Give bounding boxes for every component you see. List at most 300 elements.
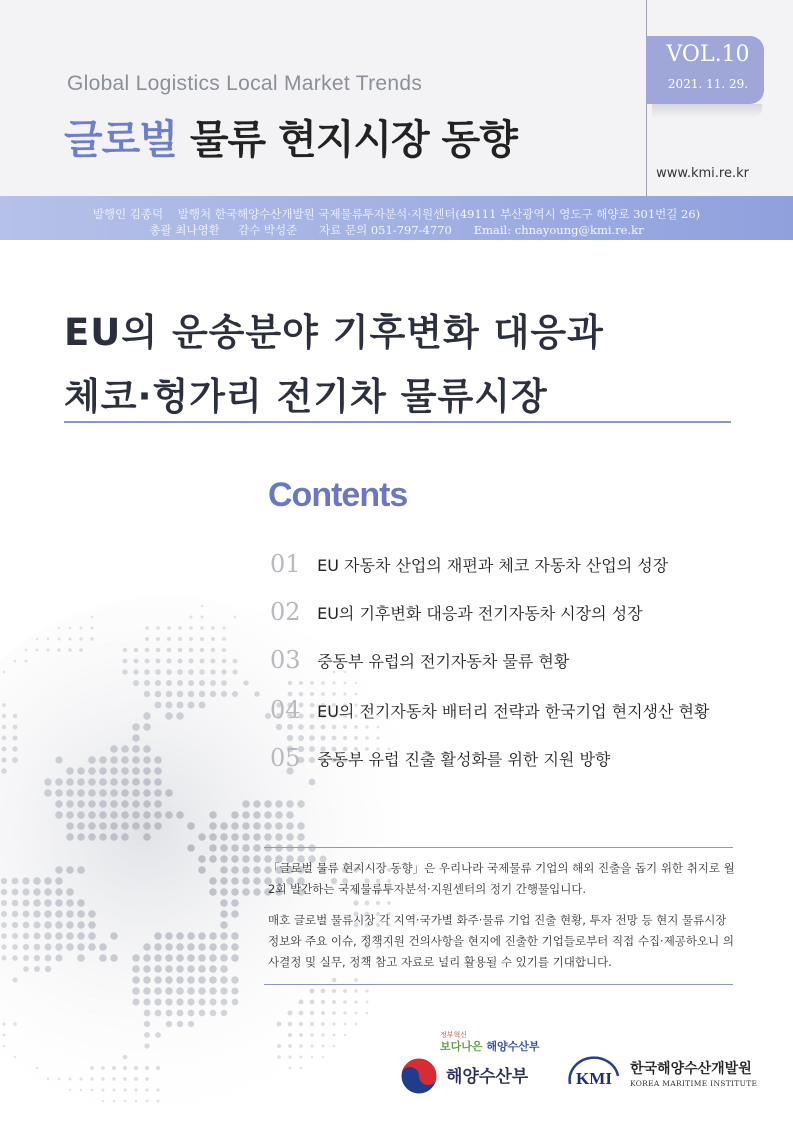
globe-dot <box>221 1010 227 1016</box>
globe-dot <box>176 976 184 984</box>
toc-item[interactable] <box>270 696 709 732</box>
globe-dot <box>165 998 172 1005</box>
globe-dot <box>344 1034 347 1037</box>
globe-dot <box>187 844 195 852</box>
globe-dot <box>188 680 194 686</box>
globe-dot <box>310 1022 314 1026</box>
globe-dot <box>156 1088 159 1091</box>
toc-text: EU의 기후변화 대응과 전기자동차 시장의 성장 <box>317 603 643 623</box>
globe-dot <box>145 626 149 630</box>
globe-dot <box>99 789 107 797</box>
globe-dot <box>134 1077 138 1081</box>
globe-dot <box>188 658 193 663</box>
toc-item[interactable] <box>270 550 668 586</box>
globe-dot <box>198 954 206 962</box>
globe-dot <box>209 987 216 994</box>
globe-dot <box>77 954 85 962</box>
note-top-rule <box>264 847 733 848</box>
globe-dot <box>176 965 184 973</box>
globe-dot <box>44 910 52 918</box>
globe-dot <box>77 921 85 929</box>
globe-dot <box>286 822 294 830</box>
globe-dot <box>110 756 118 764</box>
globe-dot <box>264 844 272 852</box>
publication-title <box>64 108 517 165</box>
globe-dot <box>309 988 314 993</box>
globe-dot <box>13 725 18 730</box>
globe-dot <box>177 1010 184 1017</box>
kmi-logo-icon <box>564 1054 624 1098</box>
globe-dot <box>286 811 294 819</box>
globe-dot <box>66 932 74 940</box>
globe-dot <box>154 976 162 984</box>
globe-dot <box>23 911 30 918</box>
globe-dot <box>198 998 205 1005</box>
globe-dot <box>143 998 150 1005</box>
globe-dot <box>156 648 161 653</box>
globe-dot <box>332 1022 335 1025</box>
globe-dot <box>231 910 239 918</box>
globe-dot <box>145 1088 148 1091</box>
globe-dot <box>154 932 162 940</box>
globe-dot <box>123 1088 126 1091</box>
globe-dot <box>176 712 184 720</box>
globe-dot <box>110 811 118 819</box>
globe-dot <box>220 965 228 973</box>
globe-dot <box>209 833 217 841</box>
globe-dot <box>166 658 171 663</box>
globe-dot <box>254 691 260 697</box>
globe-dot <box>91 616 94 619</box>
globe-dot <box>154 987 162 995</box>
globe-dot <box>123 659 128 664</box>
globe-dot <box>143 756 151 764</box>
globe-dot <box>36 649 39 652</box>
globe-dot <box>209 888 217 896</box>
globe-dot <box>12 878 19 885</box>
globe-dot <box>220 888 228 896</box>
globe-dot <box>88 756 96 764</box>
website-link[interactable]: www.kmi.re.kr <box>656 166 749 181</box>
publication-title-part1: 글로벌 <box>64 117 177 163</box>
globe-dot <box>34 966 40 972</box>
volume-number: VOL.10 <box>666 42 750 67</box>
globe-dot <box>210 680 216 686</box>
globe-dot <box>365 736 369 740</box>
globe-dot <box>154 822 162 830</box>
globe-dot <box>187 965 195 973</box>
globe-dot <box>154 954 162 962</box>
globe-dot <box>232 669 237 674</box>
toc-number: 03 <box>270 646 301 674</box>
globe-dot <box>321 1000 325 1004</box>
globe-dot <box>209 932 217 940</box>
globe-dot <box>209 877 217 885</box>
globe-dot <box>387 901 391 905</box>
globe-dot <box>297 822 305 830</box>
globe-dot <box>99 833 107 841</box>
globe-dot <box>310 1033 314 1037</box>
globe-dot <box>55 932 63 940</box>
toc-text: EU 자동차 산업의 재편과 체코 자동차 산업의 성장 <box>317 555 669 575</box>
globe-dot <box>143 943 151 951</box>
globe-dot <box>343 1000 347 1004</box>
toc-item[interactable] <box>270 598 643 634</box>
globe-dot <box>66 899 74 907</box>
globe-dot <box>231 833 239 841</box>
globe-dot <box>298 999 303 1004</box>
globe-dot <box>77 833 85 841</box>
globe-dot <box>242 800 250 808</box>
globe-dot <box>132 734 140 742</box>
globe-dot <box>77 822 85 830</box>
globe-dot <box>166 1021 172 1027</box>
globe-dot <box>66 866 74 874</box>
globe-dot <box>144 691 151 698</box>
globe-dot <box>231 899 239 907</box>
globe-dot <box>2 703 6 707</box>
globe-dot <box>209 844 217 852</box>
globe-dot <box>288 1011 293 1016</box>
globe-dot <box>14 1056 16 1058</box>
globe-dot <box>231 866 239 874</box>
globe-dot <box>264 811 272 819</box>
globe-dot <box>99 954 107 962</box>
mof-slogan-small: 정부혁신 <box>440 1031 468 1039</box>
globe-dot <box>297 844 305 852</box>
mof-name: 해양수산부 <box>446 1067 529 1087</box>
globe-dot <box>298 735 304 741</box>
globe-dot <box>222 637 226 641</box>
title-underline <box>64 421 731 423</box>
globe-dot <box>110 954 118 962</box>
globe-dot <box>154 789 162 797</box>
globe-dot <box>121 745 129 753</box>
volume-badge-shadow <box>652 104 762 118</box>
globe-dot <box>253 833 261 841</box>
globe-dot <box>231 888 239 896</box>
globe-dot <box>121 800 129 808</box>
globe-dot <box>13 714 17 718</box>
toc-item[interactable] <box>270 646 569 682</box>
globe-dot <box>165 932 173 940</box>
globe-dot <box>344 1023 347 1026</box>
globe-dot <box>189 648 194 653</box>
globe-dot <box>144 669 150 675</box>
globe-dot <box>167 626 171 630</box>
globe-dot <box>66 833 74 841</box>
toc-item[interactable] <box>270 744 610 780</box>
globe-dot <box>102 1100 104 1102</box>
globe-dot <box>55 789 63 797</box>
globe-dot <box>333 1034 336 1037</box>
globe-dot <box>134 1088 137 1091</box>
globe-dot <box>134 648 138 652</box>
globe-dot <box>34 933 41 940</box>
globe-dot <box>132 811 140 819</box>
globe-dot <box>189 615 192 618</box>
globe-dot <box>210 669 215 674</box>
globe-dot <box>221 999 228 1006</box>
globe-dot <box>211 626 214 629</box>
globe-dot <box>88 800 96 808</box>
toc-number: 01 <box>270 550 301 578</box>
globe-dot <box>242 888 250 896</box>
globe-dot <box>354 989 358 993</box>
globe-dot <box>123 648 127 652</box>
globe-dot <box>167 648 172 653</box>
globe-dot <box>344 682 347 685</box>
globe-dot <box>112 1066 116 1070</box>
globe-dot <box>275 811 283 819</box>
globe-dot <box>299 1055 302 1058</box>
globe-dot <box>322 1056 325 1059</box>
globe-dot <box>45 966 51 972</box>
globe-dot <box>77 943 85 951</box>
globe-dot <box>332 989 336 993</box>
globe-dot <box>44 899 52 907</box>
globe-dot <box>178 626 182 630</box>
toc-number: 04 <box>270 696 301 724</box>
globe-dot <box>343 1011 346 1014</box>
globe-dot <box>143 745 151 753</box>
globe-dot <box>101 1066 105 1070</box>
globe-dot <box>177 691 184 698</box>
globe-dot <box>187 998 194 1005</box>
globe-dot <box>286 844 294 852</box>
globe-dot <box>1 944 6 949</box>
globe-dot <box>135 1100 138 1103</box>
globe-dot <box>44 888 52 896</box>
globe-dot <box>231 987 238 994</box>
globe-dot <box>143 833 151 841</box>
globe-dot <box>1 922 7 928</box>
globe-dot <box>232 691 238 697</box>
globe-dot <box>68 648 72 652</box>
globe-dot <box>220 910 228 918</box>
globe-dot <box>231 877 239 885</box>
globe-dot <box>112 1077 116 1081</box>
globe-dot <box>297 800 305 808</box>
globe-dot <box>88 921 96 929</box>
globe-dot <box>198 976 206 984</box>
globe-dot <box>221 669 226 674</box>
globe-dot <box>143 712 150 719</box>
globe-dot <box>198 932 206 940</box>
globe-dot <box>1 878 7 884</box>
globe-dot <box>88 833 96 841</box>
globe-dot <box>121 778 129 786</box>
globe-dot <box>231 822 239 830</box>
globe-dot <box>308 844 315 851</box>
globe-dot <box>231 932 239 940</box>
globe-dot <box>166 691 173 698</box>
globe-dot <box>77 767 85 775</box>
globe-dot <box>287 735 293 741</box>
globe-dot <box>199 691 205 697</box>
globe-dot <box>286 833 294 841</box>
globe-dot <box>132 822 140 830</box>
globe-dot <box>231 811 239 819</box>
globe-dot <box>165 701 172 708</box>
globe-dot <box>187 932 195 940</box>
globe-dot <box>332 978 337 983</box>
globe-dot <box>58 627 60 629</box>
globe-dot <box>112 1088 115 1091</box>
globe-dot <box>144 1043 149 1048</box>
taegeuk-emblem-icon <box>399 1056 439 1096</box>
globe-dot <box>23 966 29 972</box>
globe-dot <box>57 648 60 651</box>
globe-dot <box>121 767 129 775</box>
globe-dot <box>102 1089 105 1092</box>
globe-dot <box>277 1022 282 1027</box>
globe-dot <box>80 627 83 630</box>
globe-dot <box>343 989 347 993</box>
document-title-line2: 체코·헝가리 전기차 물류시장 <box>64 375 548 418</box>
globe-dot <box>88 932 96 940</box>
globe-dot <box>165 811 173 819</box>
globe-dot <box>187 987 195 995</box>
globe-dot <box>91 1089 94 1092</box>
globe-dot <box>55 954 62 961</box>
globe-dot <box>110 789 118 797</box>
globe-dot <box>176 987 184 995</box>
globe-dot <box>209 822 217 830</box>
globe-dot <box>132 987 140 995</box>
globe-dot <box>110 767 118 775</box>
globe-dot <box>221 691 227 697</box>
globe-dot <box>123 1055 128 1060</box>
globe-dot <box>354 1000 357 1003</box>
globe-dot <box>154 767 162 775</box>
globe-dot <box>55 877 63 885</box>
globe-dot <box>110 833 118 841</box>
globe-dot <box>144 680 150 686</box>
globe-dot <box>99 756 107 764</box>
globe-dot <box>23 944 29 950</box>
globe-dot <box>99 811 107 819</box>
globe-dot <box>99 943 107 951</box>
globe-dot <box>1 911 7 917</box>
globe-dot <box>90 637 94 641</box>
globe-dot <box>143 800 151 808</box>
globe-dot <box>234 616 237 619</box>
globe-dot <box>77 811 85 819</box>
globe-dot <box>55 910 63 918</box>
globe-dot <box>178 648 183 653</box>
globe-dot <box>275 822 283 830</box>
globe-dot <box>166 680 172 686</box>
globe-dot <box>1 768 6 773</box>
globe-dot <box>165 965 173 973</box>
globe-dot <box>353 900 358 905</box>
globe-dot <box>90 1066 94 1070</box>
globe-dot <box>122 669 127 674</box>
globe-dot <box>58 638 61 641</box>
globe-dot <box>166 669 172 675</box>
globe-dot <box>44 789 52 797</box>
globe-dot <box>188 1010 195 1017</box>
globe-dot <box>200 659 205 664</box>
globe-dot <box>132 954 140 962</box>
globe-dot <box>55 921 63 929</box>
publication-title-part2: 물류 현지시장 동향 <box>189 117 517 163</box>
globe-dot <box>33 888 41 896</box>
globe-dot <box>200 648 204 652</box>
globe-dot <box>99 778 107 786</box>
globe-dot <box>3 1045 6 1048</box>
globe-dot <box>220 866 228 874</box>
globe-dot <box>55 943 62 950</box>
globe-dot <box>288 1055 291 1058</box>
globe-dot <box>12 757 18 763</box>
globe-dot <box>154 701 161 708</box>
globe-dot <box>253 822 261 830</box>
globe-dot <box>187 943 195 951</box>
globe-dot <box>220 855 228 863</box>
globe-dot <box>376 901 380 905</box>
globe-dot <box>123 1077 127 1081</box>
globe-dot <box>45 955 52 962</box>
globe-dot <box>365 901 370 906</box>
globe-dot <box>222 648 226 652</box>
globe-dot <box>253 844 261 852</box>
globe-dot <box>176 701 183 708</box>
globe-dot <box>132 998 139 1005</box>
globe-dot <box>79 637 82 640</box>
globe-dot <box>220 877 228 885</box>
globe-dot <box>154 811 162 819</box>
globe-dot <box>299 1033 303 1037</box>
globe-dot <box>66 888 74 896</box>
globe-dot <box>133 680 139 686</box>
globe-dot <box>121 756 129 764</box>
globe-dot <box>133 669 138 674</box>
globe-dot <box>1 933 7 939</box>
globe-dot <box>99 800 107 808</box>
globe-dot <box>231 844 239 852</box>
globe-dot <box>253 866 261 874</box>
globe-dot <box>154 943 162 951</box>
toc-text: 중동부 유럽의 전기자동차 물류 현황 <box>317 651 570 671</box>
globe-dot <box>2 1022 5 1025</box>
globe-dot <box>23 933 29 939</box>
globe-dot <box>66 943 74 951</box>
globe-dot <box>121 822 129 830</box>
globe-dot <box>176 932 184 940</box>
globe-dot <box>289 1067 292 1070</box>
globe-dot <box>188 669 194 675</box>
globe-dot <box>46 648 49 651</box>
globe-dot <box>66 778 74 786</box>
globe-dot <box>333 1045 336 1048</box>
globe-dot <box>154 756 162 764</box>
globe-dot <box>55 866 63 874</box>
globe-dot <box>354 736 358 740</box>
globe-dot <box>188 691 195 698</box>
globe-dot <box>143 954 151 962</box>
globe-dot <box>2 725 6 729</box>
toc-text: 중동부 유럽 진출 활성화를 위한 지원 방향 <box>317 749 611 769</box>
globe-dot <box>277 1055 281 1059</box>
globe-dot <box>355 1012 358 1015</box>
globe-dot <box>264 822 272 830</box>
globe-dot <box>155 1032 161 1038</box>
kmi-name-ko: 한국해양수산개발원 <box>630 1061 752 1077</box>
globe-dot <box>211 659 216 664</box>
globe-dot <box>77 910 85 918</box>
